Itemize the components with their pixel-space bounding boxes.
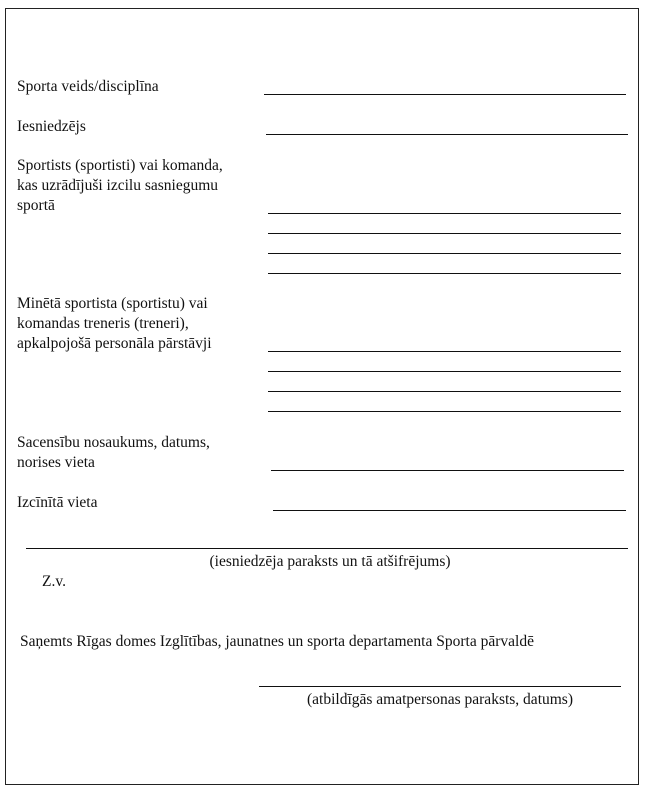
- field-label-coaches-3: apkalpojošā personāla pārstāvji: [17, 335, 212, 352]
- coaches-line-1[interactable]: [268, 351, 621, 352]
- stamp-label: Z.v.: [42, 573, 66, 590]
- field-label-sport-type: Sporta veids/disciplīna: [17, 78, 159, 95]
- field-label-competition-1: Sacensību nosaukums, datums,: [17, 434, 210, 451]
- competition-line[interactable]: [271, 470, 624, 471]
- field-label-coaches-2: komandas treneris (treneri),: [17, 315, 189, 332]
- submitter-signature-caption: (iesniedzēja paraksts un tā atšifrējums): [209, 553, 451, 570]
- field-label-competition-2: norises vieta: [17, 454, 95, 471]
- coaches-line-2[interactable]: [268, 371, 621, 372]
- field-label-place: Izcīnītā vieta: [17, 494, 98, 511]
- official-signature-caption: (atbildīgās amatpersonas paraksts, datums): [306, 691, 573, 708]
- sport-type-line[interactable]: [264, 94, 626, 95]
- athletes-line-3[interactable]: [268, 253, 621, 254]
- athletes-line-4[interactable]: [268, 273, 621, 274]
- field-label-athletes-2: kas uzrādījuši izcilu sasniegumu: [17, 177, 219, 194]
- coaches-line-3[interactable]: [268, 391, 621, 392]
- submitter-line[interactable]: [266, 134, 628, 135]
- field-label-athletes-3: sportā: [17, 197, 55, 214]
- form-frame: [5, 8, 639, 785]
- coaches-line-4[interactable]: [268, 411, 621, 412]
- field-label-coaches-1: Minētā sportista (sportistu) vai: [17, 295, 208, 312]
- athletes-line-1[interactable]: [268, 213, 621, 214]
- official-signature-line[interactable]: [259, 686, 621, 687]
- submitter-signature-line[interactable]: [26, 548, 628, 549]
- place-line[interactable]: [273, 510, 626, 511]
- field-label-submitter: Iesniedzējs: [17, 118, 86, 135]
- received-text: Saņemts Rīgas domes Izglītības, jaunatnes un sporta departamenta Sporta pārvaldē: [20, 633, 534, 650]
- field-label-athletes-1: Sportists (sportisti) vai komanda,: [17, 157, 223, 174]
- athletes-line-2[interactable]: [268, 233, 621, 234]
